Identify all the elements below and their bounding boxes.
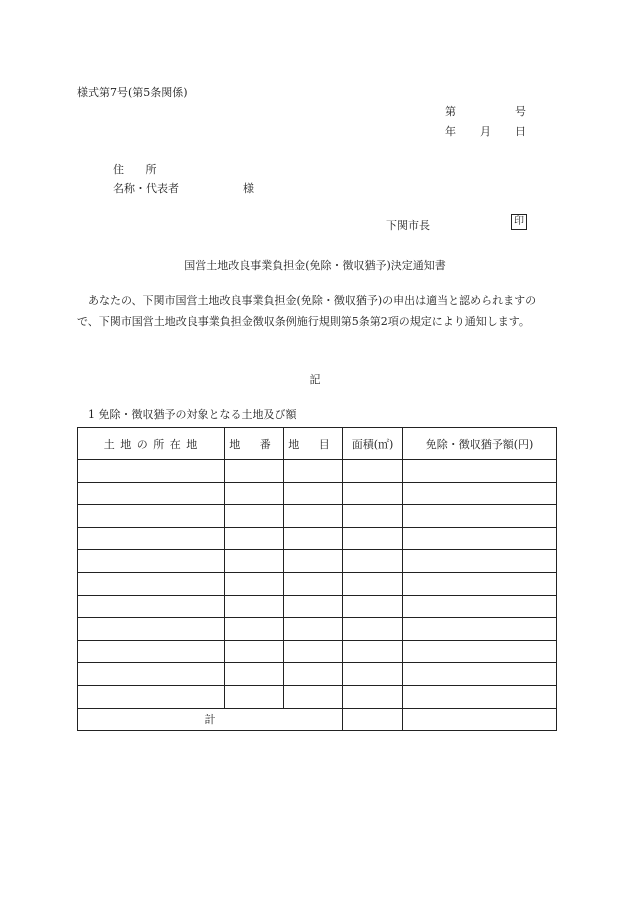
table-cell: [343, 618, 403, 641]
date-month: 月: [480, 125, 491, 138]
table-cell: [343, 685, 403, 708]
header-location: 土 地 の 所 在 地: [78, 428, 225, 460]
table-cell: [284, 595, 343, 618]
table-cell: [284, 685, 343, 708]
table-cell: [78, 572, 225, 595]
issuer-title: 下関市長: [386, 219, 430, 232]
table-row: [78, 618, 557, 641]
table-cell: [403, 640, 557, 663]
table-cell: [225, 685, 284, 708]
total-cell: [343, 708, 403, 731]
table-cell: [78, 550, 225, 573]
table-cell: [225, 550, 284, 573]
table-cell: [78, 685, 225, 708]
table-cell: [225, 618, 284, 641]
form-number: 様式第7号(第5条関係): [77, 86, 188, 99]
table-cell: [78, 527, 225, 550]
table-row: [78, 663, 557, 686]
header-area: 面積(㎡): [343, 428, 403, 460]
header-land-category: 地 目: [284, 428, 343, 460]
section-1-title: 1 免除・徴収猶予の対象となる土地及び額: [88, 408, 297, 421]
table-cell: [78, 505, 225, 528]
table-cell: [403, 550, 557, 573]
table-header-row: [78, 428, 557, 460]
table-cell: [343, 505, 403, 528]
table-cell: [403, 482, 557, 505]
table-cell: [403, 572, 557, 595]
table-cell: [225, 505, 284, 528]
table-row: [78, 550, 557, 573]
notice-body: あなたの、下関市国営土地改良事業負担金(免除・徴収猶予)の申出は適当と認められますので、下関市国営土地改良事業負担金徴収条例施行規則第5条第2項の規定により通知します。: [77, 294, 537, 328]
table-cell: [284, 663, 343, 686]
header-lot-number: 地 番: [225, 428, 284, 460]
table-cell: [225, 527, 284, 550]
table-cell: [225, 572, 284, 595]
table-cell: [225, 663, 284, 686]
doc-number-suffix: 号: [515, 105, 526, 118]
date-day: 日: [515, 125, 526, 138]
total-row: [78, 708, 557, 731]
table-cell: [284, 640, 343, 663]
table-row: [78, 595, 557, 618]
table-cell: [78, 460, 225, 483]
table-cell: [225, 482, 284, 505]
table-cell: [78, 640, 225, 663]
table-cell: [78, 663, 225, 686]
table-cell: [403, 618, 557, 641]
total-label: 計: [78, 708, 343, 731]
table-cell: [78, 595, 225, 618]
table-cell: [343, 550, 403, 573]
table-cell: [284, 618, 343, 641]
land-table: [77, 427, 557, 731]
table-cell: [343, 595, 403, 618]
table-cell: [284, 527, 343, 550]
table-cell: [78, 618, 225, 641]
table-row: [78, 640, 557, 663]
name-label: 名称・代表者: [113, 182, 179, 195]
table-cell: [403, 595, 557, 618]
table-cell: [403, 505, 557, 528]
table-row: [78, 505, 557, 528]
table-row: [78, 460, 557, 483]
total-cell: [403, 708, 557, 731]
table-cell: [343, 482, 403, 505]
table-cell: [284, 482, 343, 505]
table-cell: [403, 685, 557, 708]
table-cell: [284, 572, 343, 595]
header-amount: 免除・徴収猶予額(円): [403, 428, 557, 460]
table-cell: [225, 595, 284, 618]
table-cell: [403, 527, 557, 550]
table-cell: [284, 505, 343, 528]
table-cell: [78, 482, 225, 505]
table-cell: [284, 550, 343, 573]
seal-mark: 印: [511, 214, 527, 230]
table-row: [78, 482, 557, 505]
table-row: [78, 685, 557, 708]
table-cell: [343, 527, 403, 550]
table-cell: [343, 460, 403, 483]
table-cell: [403, 460, 557, 483]
table-cell: [284, 460, 343, 483]
table-cell: [225, 460, 284, 483]
table-row: [78, 527, 557, 550]
table-row: [78, 572, 557, 595]
date-year: 年: [445, 125, 456, 138]
doc-number-label: 第: [445, 105, 456, 118]
table-cell: [343, 663, 403, 686]
document-title: 国営土地改良事業負担金(免除・徴収猶予)決定通知書: [184, 259, 446, 272]
table-cell: [343, 640, 403, 663]
address-label: 住 所: [113, 163, 166, 176]
table-cell: [225, 640, 284, 663]
table-cell: [403, 663, 557, 686]
table-cell: [343, 572, 403, 595]
honorific: 様: [243, 182, 254, 195]
ki-marker: 記: [309, 373, 321, 386]
